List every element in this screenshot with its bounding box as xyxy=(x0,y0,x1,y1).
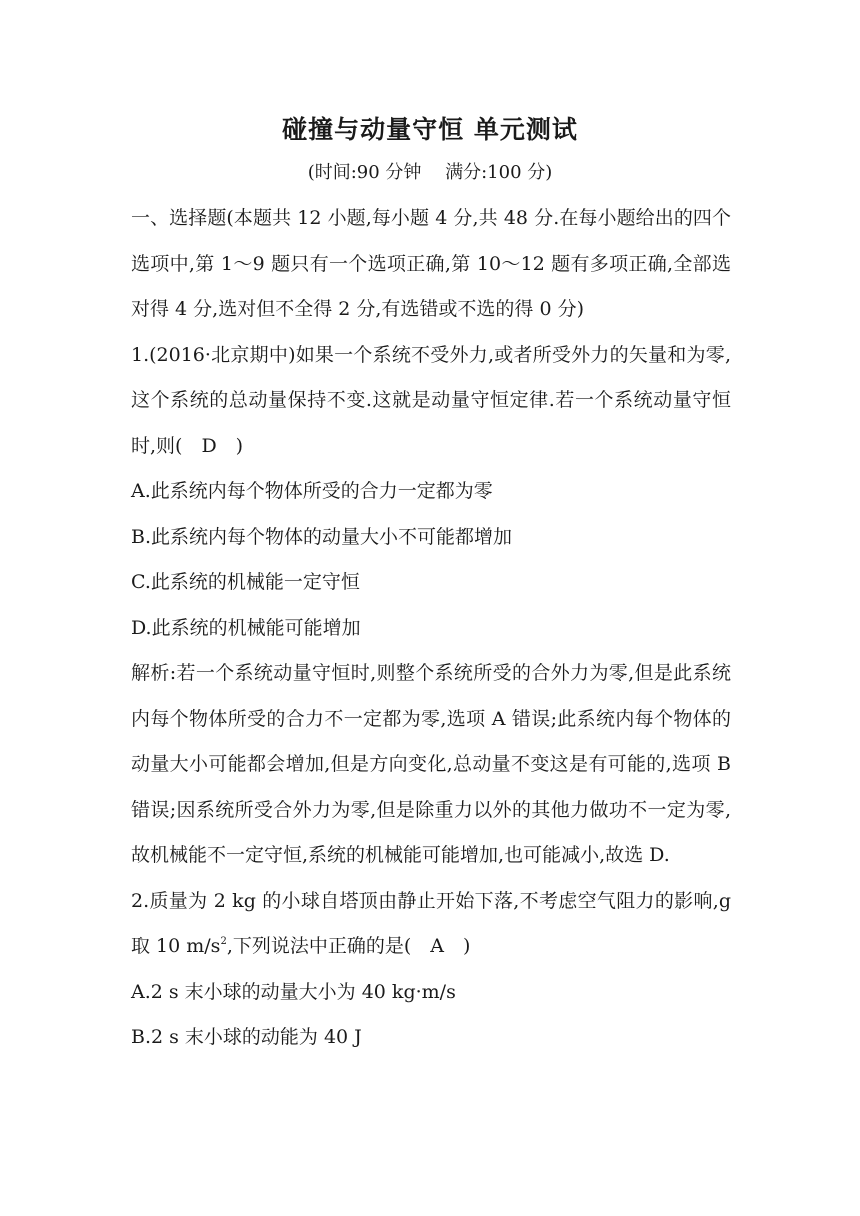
section-heading: 一、选择题(本题共 12 小题,每小题 4 分,共 48 分.在每小题给出的四个选项中,第 1～9 题只有一个选项正确,第 10～12 题有多项正确,全部选对得 4 分,选对但不全得 2 分,有选错或不选的得 0 分) xyxy=(131,207,731,320)
question-2-stem-tail: ,下列说法中正确的是( A ) xyxy=(226,935,471,957)
question-1-stem: 1.(2016·北京期中)如果一个系统不受外力,或者所受外力的矢量和为零,这个系统的总动量保持不变.这就是动量守恒定律.若一个系统动量守恒时,则( D ) xyxy=(131,343,731,457)
question-2-option-b: B.2 s 末小球的动能为 40 J xyxy=(131,1026,362,1048)
question-2-option-a: A.2 s 末小球的动量大小为 40 kg·m/s xyxy=(131,980,456,1003)
question-1-analysis: 解析:若一个系统动量守恒时,则整个系统所受的合外力为零,但是此系统内每个物体所受的合力不一定都为零,选项 A 错误;此系统内每个物体的动量大小可能都会增加,但是方向变化,总动量不变这是有可能的,选项 B 错误;因系统所受合外力为零,但是除重力以外的其他力做功不一定为零,故机械能不一定守恒,系统的机械能可能增加,也可能减小,故选 D. xyxy=(131,662,731,866)
page-title: 碰撞与动量守恒 单元测试 xyxy=(282,115,578,144)
exam-info: (时间:90 分钟 满分:100 分) xyxy=(307,162,553,183)
question-1-option-c: C.此系统的机械能一定守恒 xyxy=(131,571,360,593)
question-1-option-d: D.此系统的机械能可能增加 xyxy=(131,616,361,639)
question-2-exponent: 2 xyxy=(220,936,227,947)
question-2-stem xyxy=(131,879,731,970)
question-1-option-b: B.此系统内每个物体的动量大小不可能都增加 xyxy=(131,525,513,548)
document-body xyxy=(131,196,731,1061)
question-1-option-a: A.此系统内每个物体所受的合力一定都为零 xyxy=(131,480,493,502)
question-2-stem-text: 2.质量为 2 kg 的小球自塔顶由静止开始下落,不考虑空气阻力的影响,g 取 10 m/s xyxy=(131,889,731,957)
